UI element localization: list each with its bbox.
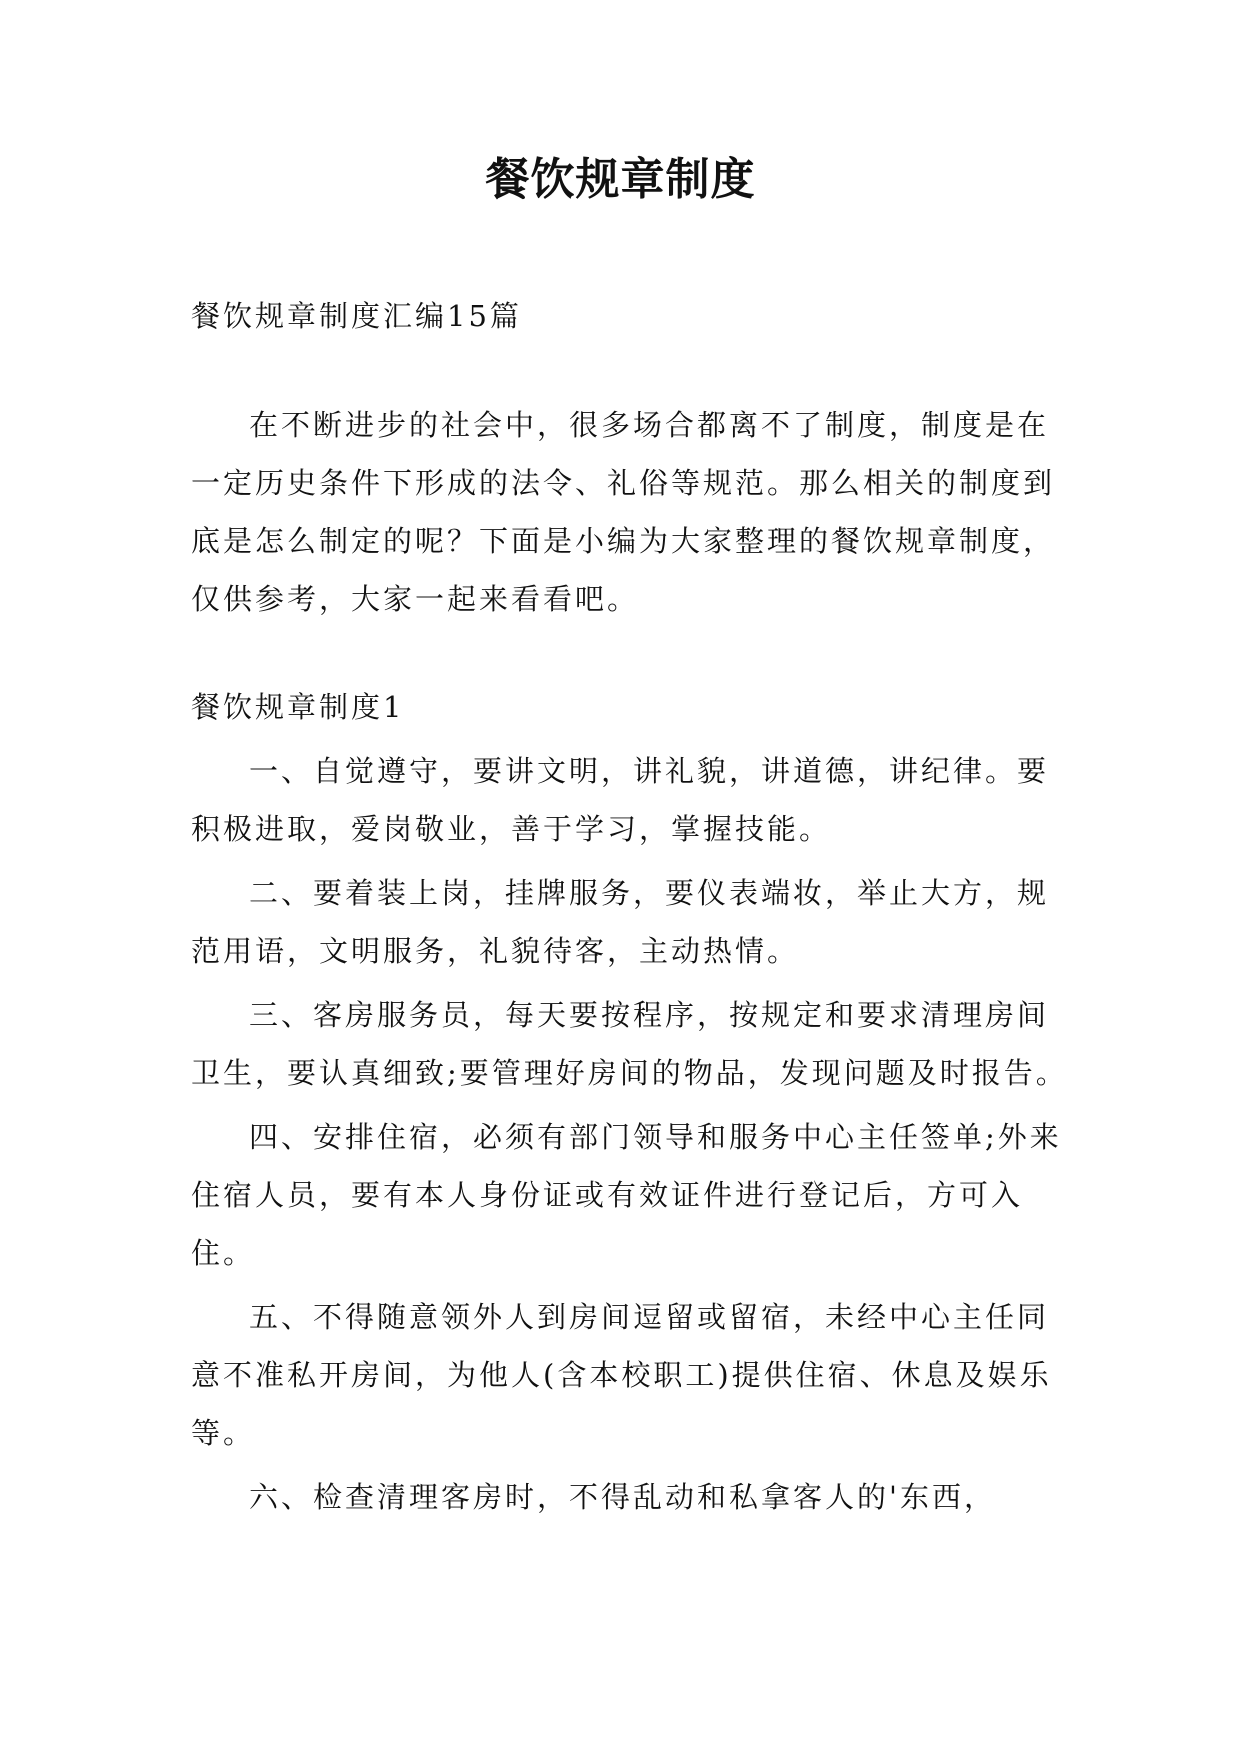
document-subtitle: 餐饮规章制度汇编15篇 <box>191 299 522 333</box>
clause-paragraph: 一、自觉遵守，要讲文明，讲礼貌，讲道德，讲纪律。要积极进取，爱岗敬业，善于学习，掌握技能。 <box>191 754 1050 846</box>
section-heading: 餐饮规章制度1 <box>191 690 405 724</box>
clause-paragraph: 五、不得随意领外人到房间逗留或留宿，未经中心主任同意不准私开房间，为他人(含本校职工)提供住宿、休息及娱乐等。 <box>191 1300 1052 1450</box>
clause-paragraph: 二、要着装上岗，挂牌服务，要仪表端妆，举止大方，规范用语，文明服务，礼貌待客，主动热情。 <box>191 876 1050 968</box>
clause-paragraph: 六、检查清理客房时，不得乱动和私拿客人的'东西， <box>249 1480 996 1514</box>
document-body <box>191 286 1071 1526</box>
document-title: 餐饮规章制度 <box>485 154 756 205</box>
clause-paragraph: 三、客房服务员，每天要按程序，按规定和要求清理房间卫生，要认真细致;要管理好房间的物品，发现问题及时报告。 <box>191 998 1068 1090</box>
intro-paragraph: 在不断进步的社会中，很多场合都离不了制度，制度是在一定历史条件下形成的法令、礼俗等规范。那么相关的制度到底是怎么制定的呢？下面是小编为大家整理的餐饮规章制度，仅供参考，大家一起来看看吧。 <box>191 408 1056 616</box>
clause-paragraph: 四、安排住宿，必须有部门领导和服务中心主任签单;外来住宿人员，要有本人身份证或有效证件进行登记后，方可入住。 <box>191 1120 1062 1270</box>
